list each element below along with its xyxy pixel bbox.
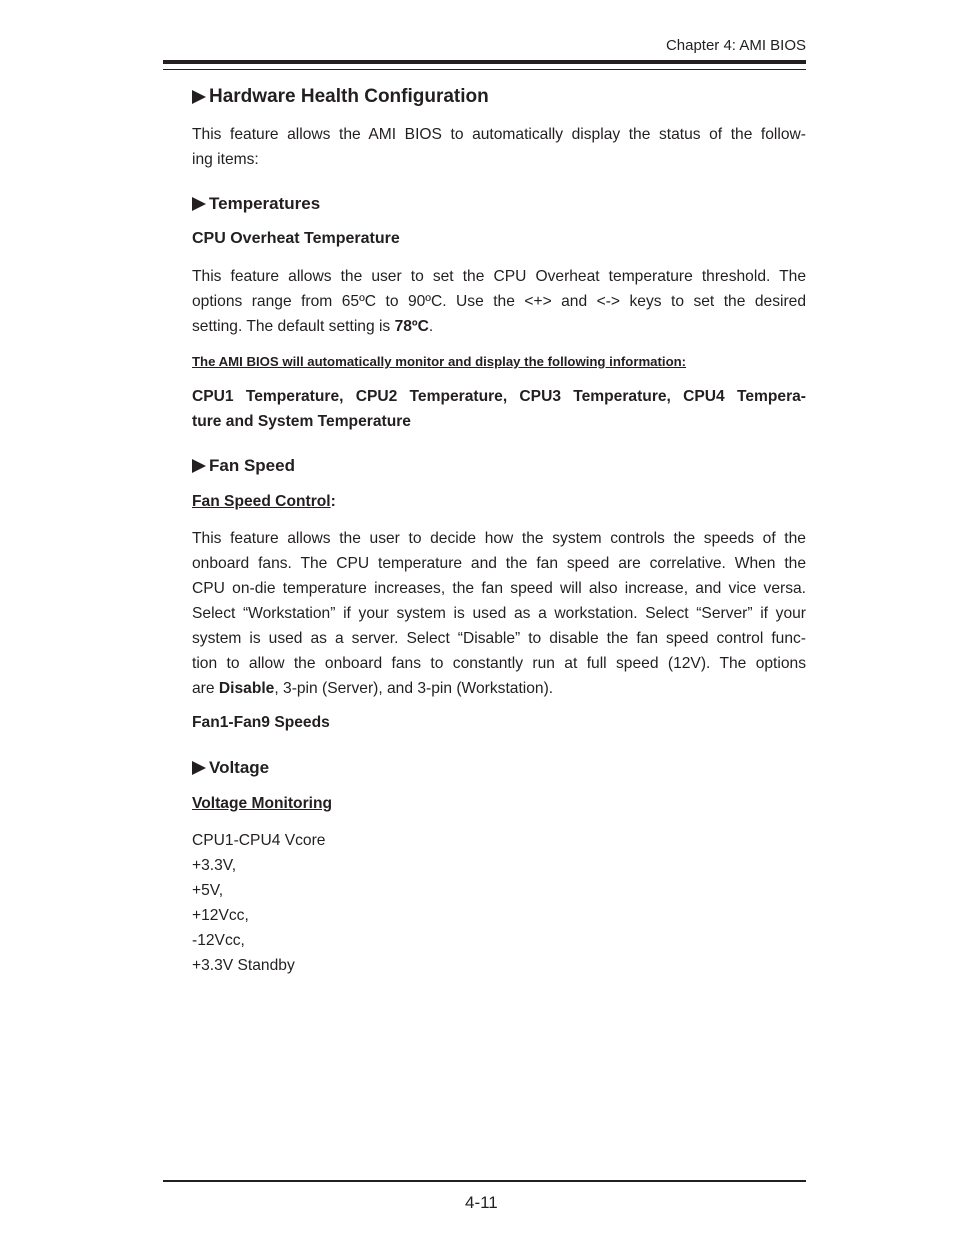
text-line: ture and System Temperature bbox=[192, 413, 411, 430]
triangle-bullet-icon bbox=[192, 761, 206, 775]
list-item: CPU1-CPU4 Vcore bbox=[192, 832, 326, 849]
triangle-bullet-icon bbox=[192, 459, 206, 473]
text-span: . bbox=[428, 318, 434, 335]
voltage-list bbox=[192, 828, 325, 978]
triangle-bullet-icon bbox=[192, 90, 206, 104]
section-title: Fan Speed bbox=[209, 456, 295, 475]
temperature-list bbox=[192, 384, 806, 434]
header-rule-thin bbox=[163, 69, 806, 70]
text-line bbox=[192, 314, 806, 339]
voltage-monitoring-heading: Voltage Monitoring bbox=[192, 795, 333, 812]
heading-colon: : bbox=[330, 493, 336, 510]
list-item: +12Vcc, bbox=[192, 907, 249, 924]
cpu-overheat-paragraph bbox=[192, 264, 806, 339]
text-span: , 3-pin (Server), and 3-pin (Workstation). bbox=[274, 680, 554, 697]
list-item: -12Vcc, bbox=[192, 932, 245, 949]
section-title: Voltage bbox=[209, 758, 270, 777]
fan-speed-paragraph bbox=[192, 526, 806, 701]
section-voltage bbox=[192, 758, 269, 778]
fan-speeds-heading: Fan1-Fan9 Speeds bbox=[192, 714, 330, 731]
text-span: setting. The default setting is bbox=[192, 318, 395, 335]
default-value: Disable bbox=[218, 680, 275, 697]
hw-intro-paragraph bbox=[192, 122, 806, 172]
default-value: 78ºC bbox=[394, 318, 429, 335]
text-line: This feature allows the user to set the CPU Overheat temperature threshold. The bbox=[192, 268, 806, 285]
text-span: are bbox=[192, 680, 219, 697]
cpu-overheat-heading: CPU Overheat Temperature bbox=[192, 230, 400, 247]
monitor-note: The AMI BIOS will automatically monitor and display the following information: bbox=[192, 354, 687, 369]
heading-text: Fan Speed Control bbox=[192, 493, 331, 510]
list-item: +3.3V Standby bbox=[192, 957, 295, 974]
text-line: CPU1 Temperature, CPU2 Temperature, CPU3 Temperature, CPU4 Tempera- bbox=[192, 388, 806, 405]
text-line: Select “Workstation” if your system is used as a workstation. Select “Server” if your bbox=[192, 605, 806, 622]
text-line: This feature allows the AMI BIOS to automatically display the status of the follow- bbox=[192, 126, 806, 143]
text-line: options range from 65ºC to 90ºC. Use the <+> and <-> keys to set the desired bbox=[192, 293, 806, 310]
section-fan-speed bbox=[192, 456, 295, 476]
section-title: Temperatures bbox=[209, 194, 321, 213]
text-line: system is used as a server. Select “Disable” to disable the fan speed control func- bbox=[192, 630, 806, 647]
text-line: CPU on-die temperature increases, the fan speed will also increase, and vice versa. bbox=[192, 580, 806, 597]
chapter-header: Chapter 4: AMI BIOS bbox=[665, 37, 806, 54]
section-title: Hardware Health Configuration bbox=[209, 86, 489, 107]
section-hardware-health bbox=[192, 86, 489, 108]
fan-speed-control-heading bbox=[192, 493, 336, 511]
text-line: tion to allow the onboard fans to constantly run at full speed (12V). The options bbox=[192, 655, 806, 672]
triangle-bullet-icon bbox=[192, 197, 206, 211]
section-temperatures bbox=[192, 194, 320, 214]
text-line: onboard fans. The CPU temperature and the fan speed are correlative. When the bbox=[192, 555, 806, 572]
text-line: This feature allows the user to decide how the system controls the speeds of the bbox=[192, 530, 806, 547]
text-line bbox=[192, 676, 806, 701]
page-number: 4-11 bbox=[465, 1193, 498, 1212]
text-line: ing items: bbox=[192, 151, 259, 168]
footer-rule bbox=[163, 1180, 806, 1182]
list-item: +5V, bbox=[192, 882, 224, 899]
header-rule-thick bbox=[163, 60, 806, 64]
list-item: +3.3V, bbox=[192, 857, 237, 874]
